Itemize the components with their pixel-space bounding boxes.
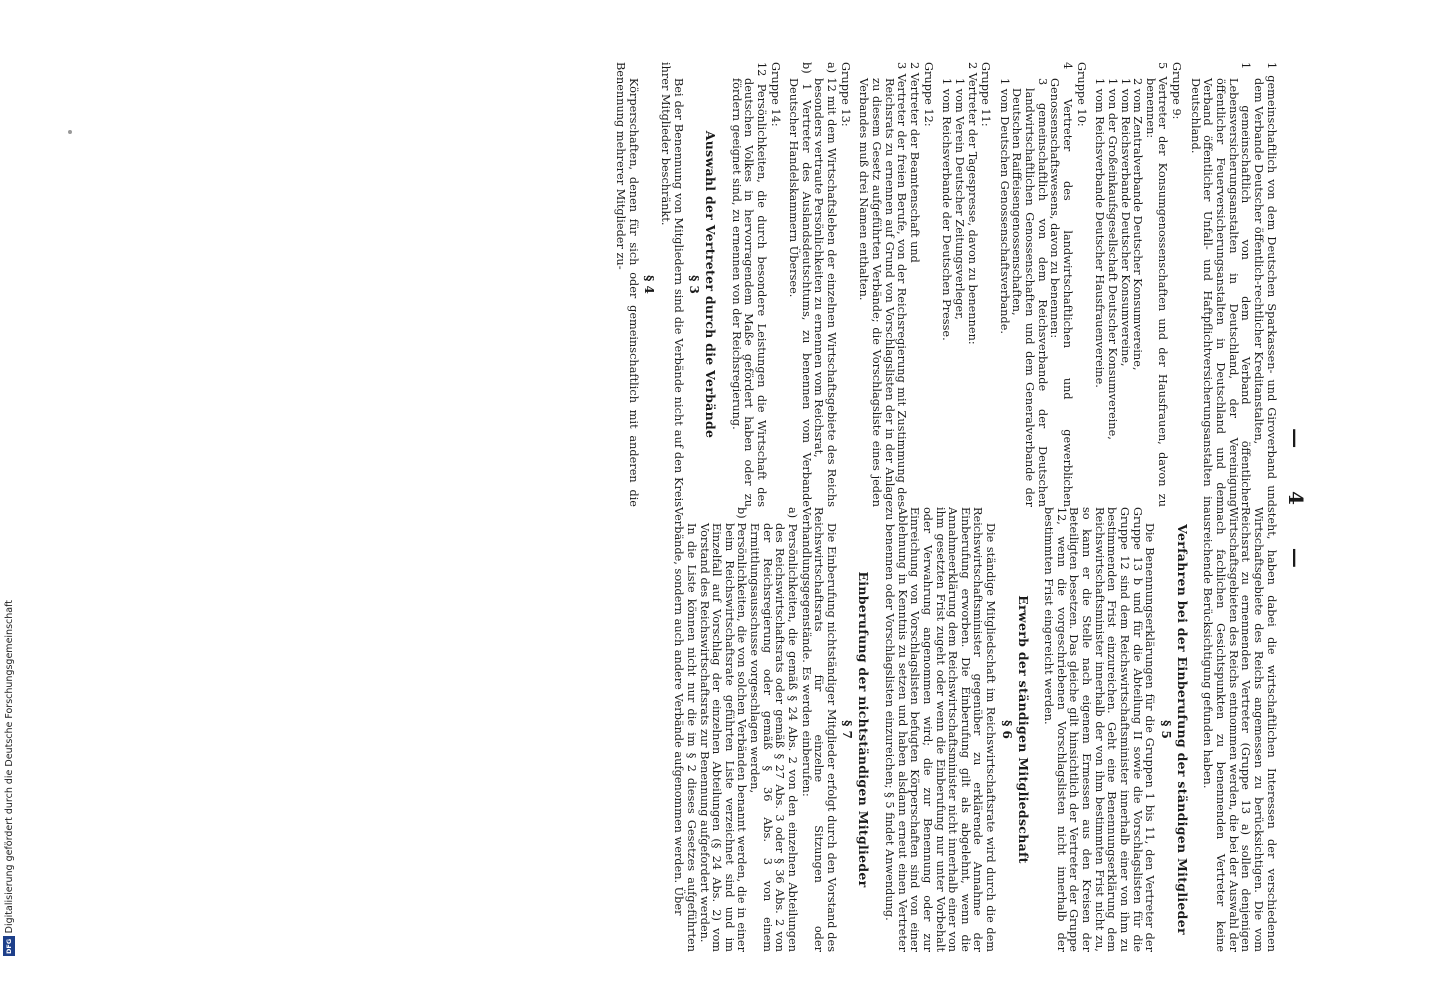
paragraph-text: steht, haben dabei die wirtschaftlichen Interessen der verschiedenen Wirtschaftsgebiete des Reichs angemessen zu berücksichtigen. Die vom Reichsrat zu ernennenden Vertreter (Gruppe 13 a) sollen denjenigen Wirtschaftsgebieten des Reichs entnommen werden, die bei der Auswahl der nach fachlichen Gesichtspunkten zu benennenden Vertreter keine ausreichende Berücksichtigung gefunden haben. [1201, 507, 1278, 952]
group-heading: Gruppe 14: [768, 62, 782, 127]
group-13-list [787, 62, 838, 507]
list-item: 4 Vertreter des landwirtschaftlichen und gewerblichen Genossenschaftswesens, davon zu benennen: [1048, 62, 1074, 507]
list-item: 2 Vertreter der Beamtenschaft und [907, 62, 921, 263]
section-title: Einberufung der nichtständigen Mitglieder [856, 571, 872, 888]
list-item: 1 vom Verein Deutscher Zeitungsverleger, [952, 78, 966, 320]
list-item: 1 vom Reichsverbande der Deutschen Presse. [940, 78, 954, 341]
credit-text: Digitalisierung gefördert durch die Deutsche Forschungsgemeinschaft [3, 600, 15, 934]
group-heading: Gruppe 10: [1074, 62, 1088, 127]
list-item: 1 vom Reichsverbande Deutscher Konsumvereine, [1118, 78, 1132, 367]
section-title: Verfahren bei der Einberufung der ständigen Mitglieder [1174, 524, 1190, 935]
group-10-list [997, 62, 1073, 507]
paragraph-text: Die Benennungserklärungen für die Gruppen 1 bis 11, den Vertreter der Gruppe 13 b und für die Abteilung II sowie die Vorschlagslisten für die Gruppe 12 sind dem Reichswirtschaftsminister innerhalb einer von ihm zu bestimmenden Frist einzureichen. Geht eine Benennungserklärung dem Reichswirtschaftsminister innerhalb der von ihm bestimmten Frist nicht zu, so kann er die Stelle nach eigenem Ermessen aus den Kreisen der Beteiligten besetzen. Das gleiche gilt hinsichtlich der Vertreter der Gruppe 12, wenn die vorgeschriebenen Vorschlagslisten nicht innerhalb der bestimmten Frist eingereicht werden. [1042, 507, 1157, 952]
paragraph-text: Bei der Benennung von Mitgliedern sind die Verbände nicht auf den Kreis ihrer Mitglieder beschränkt. [658, 62, 685, 507]
right-column [613, 507, 1277, 952]
list-item: 3 gemeinschaftlich von dem Reichsverbande der Deutschen landwirtschaftlichen Genossenschaften und dem Generalverbande der Deutschen Raiffeisengenossenschaften, [1010, 78, 1049, 507]
list-item: 1 gemeinschaftlich von dem Deutschen Sparkassen- und Giroverband und dem Verbande Deutscher öffentlich-rechtlicher Kreditanstalten, [1251, 62, 1278, 507]
group-14-list [729, 62, 767, 507]
list-item: 2 Vertreter der Tagespresse, davon zu benennen: [965, 62, 979, 345]
paragraph-number: § 4 [642, 275, 657, 294]
two-column-body [613, 62, 1277, 952]
paragraph-text: Körperschaften, denen für sich oder gemeinschaftlich mit anderen die Benennung mehrerer Mitglieder zu- [614, 62, 640, 507]
page-number: — 4 — [1284, 428, 1308, 586]
list-item: b) Persönlichkeiten, die von solchen Verbänden benannt werden, die in einer beim Reichswirtschaftsrate geführten Liste verzeichnet sind und im Einzelfall auf Vorschlag der einzelnen Abteilungen (§ 24 Abs. 2) vom Vorstand des Reichswirtschaftsrats zur Benennung aufgefordert werden. [697, 507, 749, 952]
list-item: 1 vom Reichsverbande Deutscher Hausfrauenvereine. [1093, 78, 1107, 388]
dfg-logo-icon: DFG [3, 936, 15, 956]
list-item: a) 12 mit dem Wirtschaftsleben der einzelnen Wirtschaftsgebiete des Reichs besonders vertraute Persönlichkeiten zu ernennen vom Reichsrat, [812, 62, 839, 507]
paragraph-number: § 3 [686, 275, 701, 294]
group-heading: Gruppe 13: [838, 62, 852, 127]
group-heading: Gruppe 11: [979, 62, 993, 127]
paragraph-text: Die Einberufung nichtständiger Mitglieder erfolgt durch den Vorstand des Reichswirtschaftsrats für einzelne Sitzungen oder Verhandlungsgegenstände. Es werden einberufen: [799, 507, 838, 952]
list-item: 2 vom Zentralverbande Deutscher Konsumvereine, [1131, 78, 1145, 371]
group-heading: Gruppe 9: [1170, 62, 1184, 120]
list-item: 12 Persönlichkeiten, die durch besondere Leistungen die Wirtschaft des deutschen Volkes in hervorragendem Maße gefördert haben oder zu fördern geeignet sind, zu ernennen von der Reichsregierung. [729, 62, 768, 507]
paragraph-number: § 5 [1158, 720, 1173, 739]
group-12-list [857, 62, 920, 507]
document-page [67, 2, 1367, 998]
group-11-list [940, 62, 978, 507]
list-item: 1 gemeinschaftlich von dem Verband öffentlicher Lebensversicherungsanstalten in Deutschland, der Vereinigung öffentlicher Feuerversicherungsanstalten in Deutschland und dem Verband öffentlicher Unfall- und Haftpflichtversicherungsanstalten in Deutschland. [1188, 62, 1253, 507]
digitization-credit [2, 600, 16, 994]
list-item: 1 von der Großeinkaufsgesellschaft Deutscher Konsumvereine, [1105, 78, 1119, 440]
paragraph-text: In die Liste können nicht nur die im § 2 dieses Gesetzes aufgeführten Verbände, sondern auch andere Verbände aufgenommen werden. Über [672, 507, 698, 952]
section-title: Erwerb der ständigen Mitgliedschaft [1015, 595, 1031, 864]
list-item: 3 Vertreter der freien Berufe, von der Reichsregierung mit Zustimmung des Reichsrats zu ernennen auf Grund von Vorschlagslisten der in der Anlage zu diesem Gesetz aufgeführten Verbände; die Vorschlagsliste eines jeden Verbandes muß drei Namen enthalten. [857, 62, 909, 507]
group-9-list [1093, 62, 1169, 507]
list-item: a) Persönlichkeiten, die gemäß § 24 Abs. 2 von den einzelnen Abteilungen des Reichswirtschaftsrats oder gemäß § 27 Abs. 3 oder § 36 Abs. 2 von der Reichsregierung oder gemäß § 36 Abs. 3 von einem Ermittlungsausschusse vorgeschlagen werden, [748, 507, 799, 952]
paragraph-number: § 7 [840, 720, 855, 739]
group-heading: Gruppe 12: [921, 62, 935, 127]
left-column [613, 62, 1277, 507]
top-items [1188, 62, 1276, 507]
list-item: 1 vom Deutschen Genossenschaftsverbande. [997, 78, 1011, 334]
paragraph-number: § 6 [999, 720, 1014, 739]
list-item: b) 1 Vertreter des Auslandsdeutschtums, zu benennen vom Verbande Deutscher Handelskammern Übersee. [787, 62, 813, 507]
paragraph-text: Die ständige Mitgliedschaft im Reichswirtschaftsrate wird durch die dem Reichswirtschaftsminister gegenüber zu erklärende Annahme der Einberufung erworben. Die Einberufung gilt als abgelehnt, wenn die Annahmeerklärung dem Reichswirtschaftsminister nicht innerhalb einer von ihm gesetzten Frist zugeht oder wenn die Einberufung nur unter Vorbehalt oder Verwahrung angenommen wird; die zur Benennung oder zur Einreichung von Vorschlagslisten befugten Körperschaften sind von einer Ablehnung in Kenntnis zu setzen und haben alsdann erneut einen Vertreter zu benennen oder Vorschlagslisten einzureichen; § 5 findet Anwendung. [883, 507, 998, 952]
section-title: Auswahl der Vertreter durch die Verbände [702, 130, 718, 439]
list-item: 5 Vertreter der Konsumgenossenschaften und der Hausfrauen, davon zu benennen: [1143, 62, 1170, 507]
